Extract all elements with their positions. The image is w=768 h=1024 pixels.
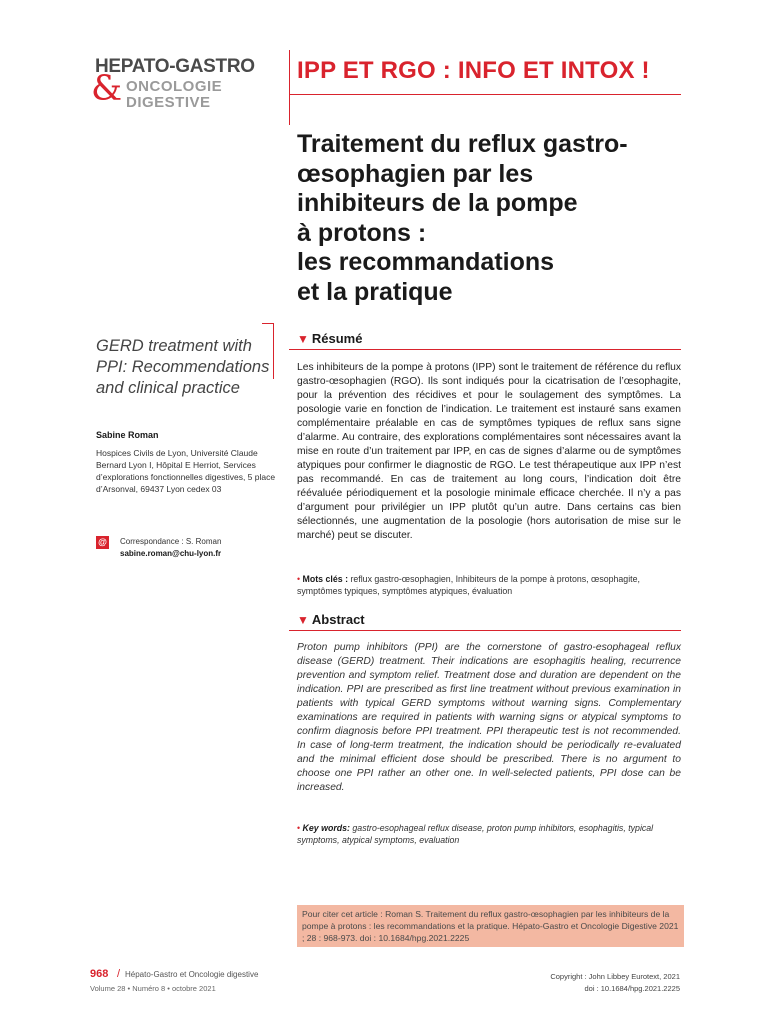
resume-heading [297,331,362,346]
correspondence-email[interactable]: sabine.roman@chu-lyon.fr [120,549,222,558]
resume-body: Les inhibiteurs de la pompe à protons (IPP) sont le traitement de référence du reflux gastro-œsophagien (RGO). Ils sont indiqués pour la cicatrisation de l’œsophagite, pour la prévention des récidives et pour le soulagement des symptômes. La posologie varie en fonction de l’indication. Le traitement est instauré sans examen complémentaire préalable en cas de symptômes typiques de reflux sans signe d’alarme. Au contraire, des explorations complémentaires sont nécessaires avant la mise en route d’un traitement par IPP, en cas de signes d’alarme ou de symptômes atypiques pour confirmer le diagnostic de RGO. Le test thérapeutique aux IPP n’est pas recommandé. En cas de traitement au long cours, l’indication doit être réévaluée périodiquement et la posologie minimale efficace cherchée. Il n’y a pas d’argument pour privilégier un IPP plutôt qu’un autre. Dans certains cas bien sélectionnés, une augmentation de la posologie (hors autorisation de mise sur le marché) peut se discuter. [297,362,681,541]
abstract-keywords [297,822,681,846]
journal-logo-line3: DIGESTIVE [126,94,211,111]
header-divider [289,94,681,95]
keywords-label: Key words: [302,823,350,833]
footer-journal-name: Hépato-Gastro et Oncologie digestive [125,970,259,979]
resume-keywords [297,573,681,597]
journal-logo-line2: ONCOLOGIE [126,78,223,95]
article-title: Traitement du reflux gastro- œsophagien par les inhibiteurs de la pompe à protons : les recommandations et la pratique [297,130,628,306]
footer-volume: Volume 28 • Numéro 8 • octobre 2021 [90,984,216,993]
keywords-text: reflux gastro-œsophagien, Inhibiteurs de la pompe à protons, œsophagite, symptômes typiques, symptômes atypiques, évaluation [297,574,640,596]
journal-logo-ampersand: & [91,69,123,109]
citation-box: Pour citer cet article : Roman S. Traitement du reflux gastro-œsophagien par les inhibiteurs de la pompe à protons : les recommandations et la pratique. Hépato-Gastro et Oncologie Digestive 2021 ; 28 : 968-973. doi : 10.1684/hpg.2021.2225 [297,905,684,947]
bullet-icon: • [297,823,303,833]
rubric-heading: IPP ET RGO : INFO ET INTOX ! [297,57,650,84]
correspondence-label: Correspondance : S. Roman [120,537,222,546]
page-number: 968 [90,968,109,980]
author-name: Sabine Roman [96,430,159,440]
author-affiliation: Hospices Civils de Lyon, Université Claude Bernard Lyon I, Hôpital E Herriot, Services d’explorations fonctionnelles digestives, 5 place d’Arsonval, 69437 Lyon cedex 03 [96,448,276,494]
keywords-label: Mots clés : [302,574,348,584]
email-icon: @ [96,536,109,549]
triangle-down-icon: ▼ [297,332,309,346]
abstract-heading-label: Abstract [311,612,365,627]
bullet-icon: • [297,574,303,584]
footer-separator: / [117,968,121,980]
triangle-down-icon: ▼ [297,613,309,627]
keywords-text: gastro-esophageal reflux disease, proton pump inhibitors, esophagitis, typical symptoms, atypical symptoms, evaluation [297,823,654,845]
abstract-body: Proton pump inhibitors (PPI) are the cornerstone of gastro-esophageal reflux disease (GERD) treatment. Their indications are esophagitis healing, recurrence prevention and symptom relief. Treatment dose and duration are dependent on the indication. PPI are prescribed as first line treatment without previous examination in patients with typical GERD symptoms without warning signs. Complementary examinations are required in patients with warning signs or atypical symptoms to confirm diagnosis before PPI treatment. PPI therapeutic test is not recommended. In case of long-term treatment, the indication should be periodically re-evaluated and the minimal efficient dose should be prescribed. There is no argument to choose one PPI rather an other one. In well-selected patients, PPI dose can be increased. [297,642,681,793]
footer-doi: doi : 10.1684/hpg.2021.2225 [584,984,680,993]
resume-divider [289,349,681,350]
english-title: GERD treatment with PPI: Recommendations and clinical practice [96,337,270,397]
abstract-heading [297,612,365,627]
journal-logo-line1: HEPATO-GASTRO [95,56,255,77]
footer-copyright: Copyright : John Libbey Eurotext, 2021 [550,972,680,981]
resume-heading-label: Résumé [311,331,363,346]
abstract-divider [289,630,681,631]
header-vertical-rule [289,50,290,125]
